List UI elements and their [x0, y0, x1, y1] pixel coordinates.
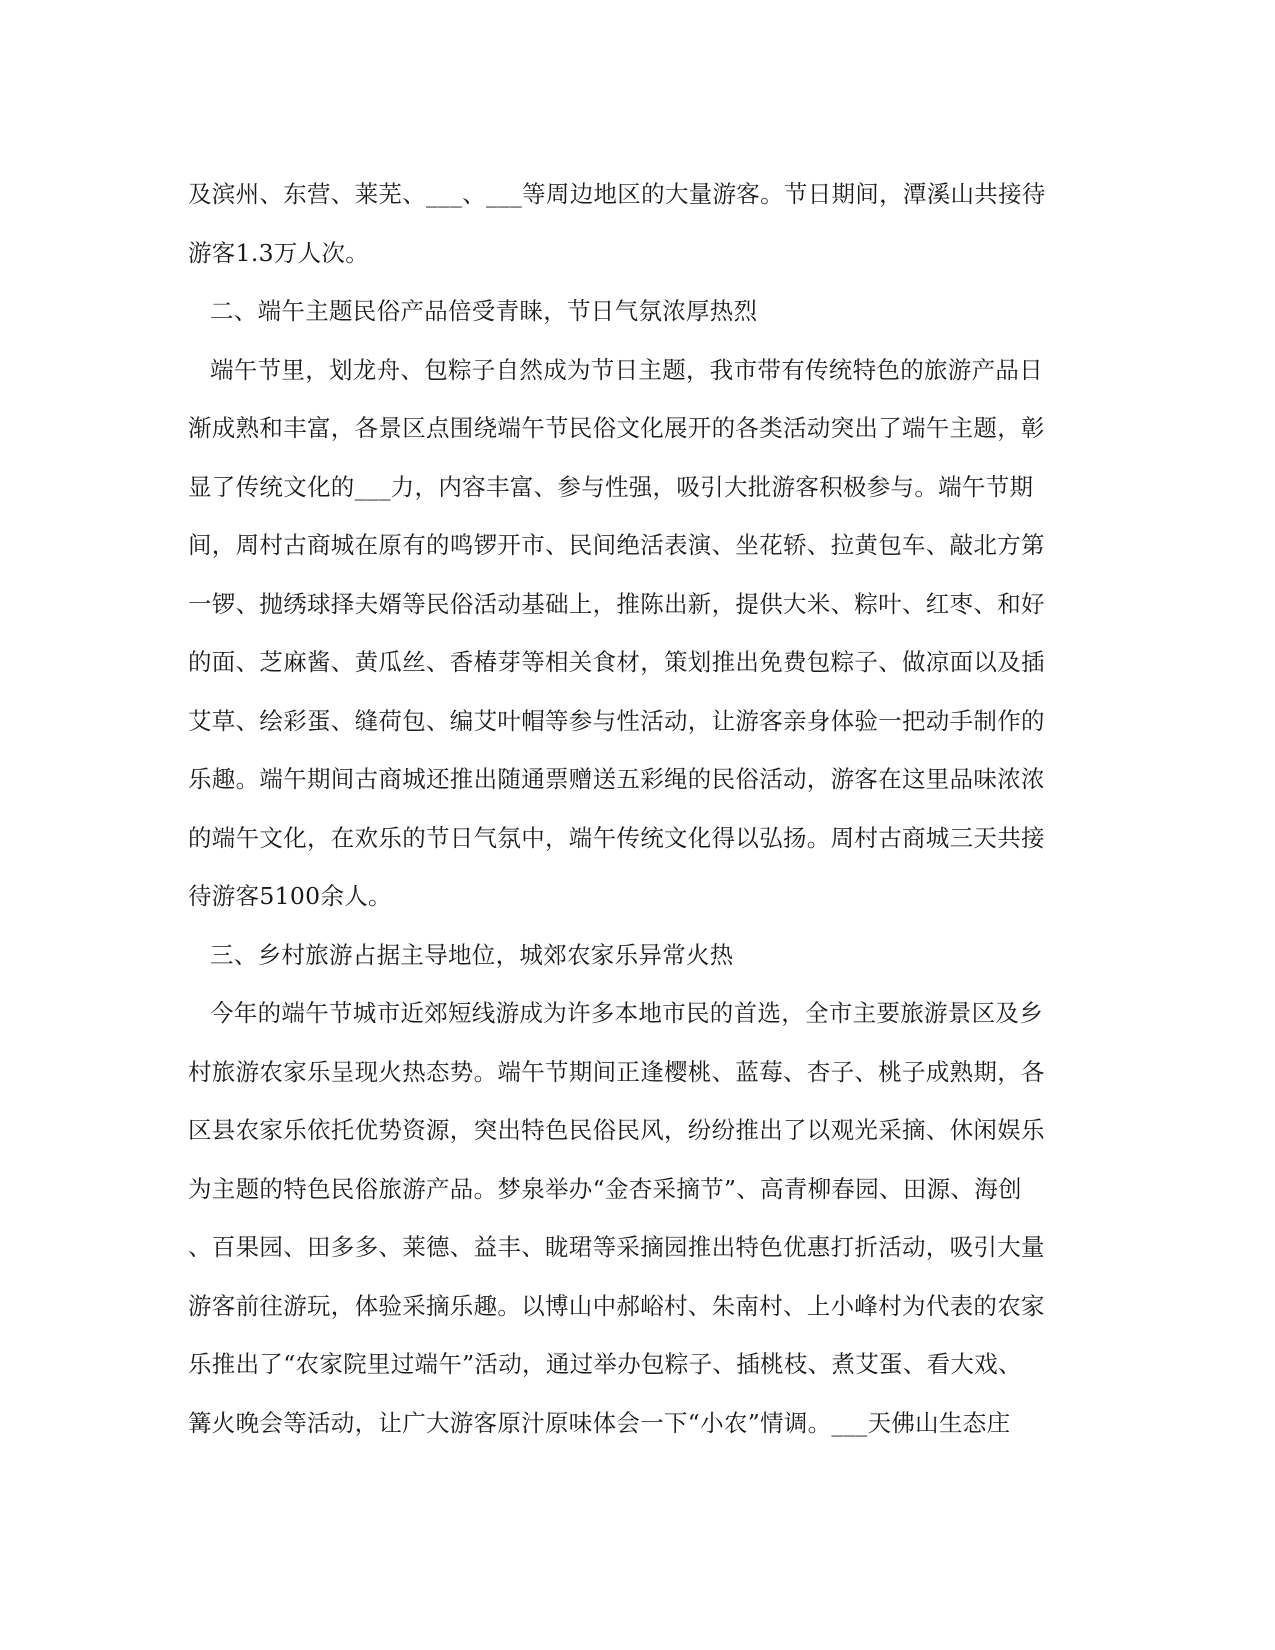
text-line: 间，周村古商城在原有的鸣锣开市、民间绝活表演、坐花轿、拉黄包车、敲北方第: [188, 531, 1045, 559]
text-line: 艾草、绘彩蛋、缝荷包、编艾叶帽等参与性活动，让游客亲身体验一把动手制作的: [188, 706, 1045, 735]
text-line: 及滨州、东营、莱芜、___、___等周边地区的大量游客。节日期间，潭溪山共接待: [188, 180, 1046, 208]
text-line: 游客1.3万人次。: [188, 238, 370, 267]
text-line: 乐趣。端午期间古商城还推出随通票赠送五彩绳的民俗活动，游客在这里品味浓浓: [188, 765, 1045, 793]
text-line: 今年的端午节城市近郊短线游成为许多本地市民的首选，全市主要旅游景区及乡: [210, 999, 1043, 1027]
section-heading: 三、乡村旅游占据主导地位，城郊农家乐异常火热: [210, 940, 734, 969]
text-line: 为主题的特色民俗旅游产品。梦泉举办“金杏采摘节”、高青柳春园、田源、海创: [188, 1174, 1022, 1203]
text-line: 村旅游农家乐呈现火热态势。端午节期间正逢樱桃、蓝莓、杏子、桃子成熟期，各: [188, 1057, 1045, 1086]
document-body: [188, 165, 1088, 1452]
text-line: 篝火晚会等活动，让广大游客原汁原味体会一下“小农”情调。___天佛山生态庄: [188, 1408, 1011, 1437]
text-line: 区县农家乐依托优势资源，突出特色民俗民风，纷纷推出了以观光采摘、休闲娱乐: [188, 1116, 1045, 1144]
text-line: 游客前往游玩，体验采摘乐趣。以博山中郝峪村、朱南村、上小峰村为代表的农家: [188, 1291, 1045, 1320]
text-line: 一锣、抛绣球择夫婿等民俗活动基础上，推陈出新，提供大米、粽叶、红枣、和好: [188, 589, 1045, 618]
text-line: 的端午文化，在欢乐的节日气氛中，端午传统文化得以弘扬。周村古商城三天共接: [188, 823, 1045, 852]
text-line: 乐推出了“农家院里过端午”活动，通过举办包粽子、插桃枝、煮艾蛋、看大戏、: [188, 1350, 1022, 1378]
text-line: 待游客5100余人。: [188, 882, 392, 910]
text-line: 的面、芝麻酱、黄瓜丝、香椿芽等相关食材，策划推出免费包粽子、做凉面以及插: [188, 648, 1045, 676]
text-line: 显了传统文化的___力，内容丰富、参与性强，吸引大批游客积极参与。端午节期: [188, 472, 1034, 501]
text-line: 、百果园、田多多、莱德、益丰、眬珺等采摘园推出特色优惠打折活动，吸引大量: [188, 1233, 1045, 1261]
section-heading: 二、端午主题民俗产品倍受青睐，节日气氛浓厚热烈: [210, 297, 758, 325]
text-line: 端午节里，划龙舟、包粽子自然成为节日主题，我市带有传统特色的旅游产品日: [210, 355, 1043, 384]
text-line: 渐成熟和丰富，各景区点围绕端午节民俗文化展开的各类活动突出了端午主题，彰: [188, 414, 1045, 442]
